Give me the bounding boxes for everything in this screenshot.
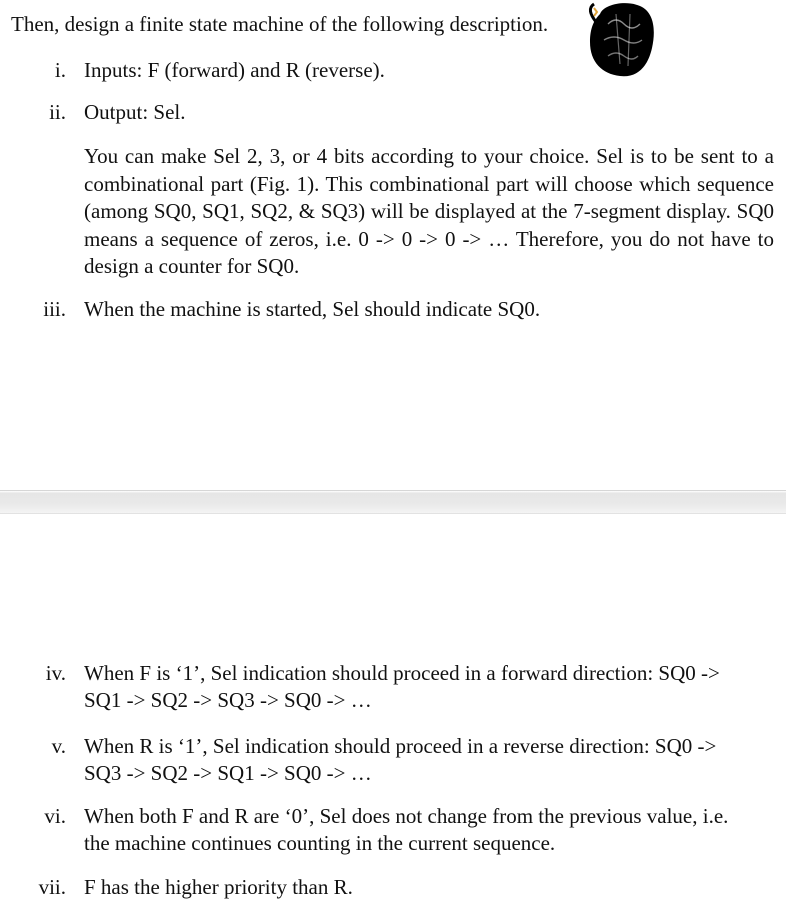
- list-text-line-2: SQ1 -> SQ2 -> SQ3 -> SQ0 -> …: [84, 688, 372, 712]
- list-number: v.: [51, 734, 66, 758]
- list-number: i.: [54, 58, 66, 82]
- list-number: vi.: [44, 804, 66, 828]
- sel-description-paragraph: You can make Sel 2, 3, or 4 bits according to your choice. Sel is to be sent to a combinational part (Fig. 1). This combinational part will choose which sequence (among SQ0, SQ1, SQ2, & SQ3) will be displayed at the 7-segment display. SQ0 means a sequence of zeros, i.e. 0 -> 0 -> 0 -> … Therefore, you do not have to design a counter for SQ0.: [84, 144, 774, 278]
- list-number: iv.: [45, 661, 66, 685]
- list-text: F has the higher priority than R.: [84, 875, 353, 899]
- list-text-line-1: When F is ‘1’, Sel indication should proceed in a forward direction: SQ0 ->: [84, 661, 720, 685]
- list-text: When the machine is started, Sel should indicate SQ0.: [84, 297, 541, 321]
- list-text: Inputs: F (forward) and R (reverse).: [84, 58, 385, 82]
- intro-sentence: Then, design a finite state machine of the following description.: [11, 12, 549, 36]
- list-text-line-1: When R is ‘1’, Sel indication should proceed in a reverse direction: SQ0 ->: [84, 734, 717, 758]
- page-separator: [0, 490, 786, 514]
- list-number: vii.: [38, 875, 66, 899]
- list-number: ii.: [49, 100, 66, 124]
- list-text: Output: Sel.: [84, 100, 186, 124]
- list-text-line-2: SQ3 -> SQ2 -> SQ1 -> SQ0 -> …: [84, 761, 372, 785]
- list-number: iii.: [43, 297, 66, 321]
- list-text-line-1: When both F and R are ‘0’, Sel does not change from the previous value, i.e.: [84, 804, 729, 828]
- list-text-line-2: the machine continues counting in the current sequence.: [84, 831, 556, 855]
- scribble-redaction: [586, 0, 658, 80]
